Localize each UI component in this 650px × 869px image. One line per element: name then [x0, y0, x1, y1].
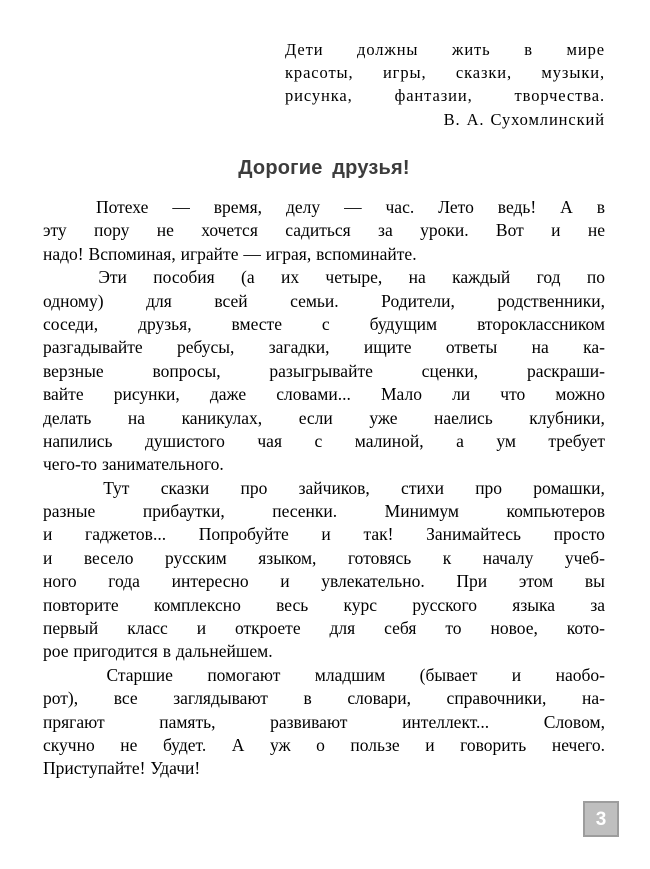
paragraph [43, 266, 605, 477]
word: то [445, 618, 462, 639]
word: русским [164, 547, 227, 568]
word: младшим [314, 664, 386, 685]
word: чего-то [43, 454, 98, 475]
word: ищите [363, 337, 412, 358]
word: садиться [285, 220, 351, 241]
word: делу [285, 197, 321, 217]
word: требует [548, 430, 605, 451]
word: играйте [180, 243, 239, 264]
word: делать [43, 407, 92, 428]
word: с [321, 313, 330, 334]
epigraph-line [285, 84, 605, 107]
text-line [43, 453, 605, 476]
word: на- [582, 688, 605, 709]
word: четыре, [325, 267, 383, 288]
word: игры, [382, 63, 427, 82]
word: компьютеров [506, 501, 605, 522]
word: Лето [438, 197, 474, 217]
word: их [280, 267, 300, 288]
word: разгадывайте [43, 337, 143, 358]
word: Вот [495, 220, 524, 241]
word: загадки, [268, 337, 330, 358]
page-number-label: 3 [595, 808, 607, 830]
word: в [596, 197, 605, 217]
word: разные [43, 501, 96, 522]
word: год [536, 267, 561, 288]
text-line [43, 617, 605, 640]
word: скучно [43, 734, 95, 755]
word: на [127, 407, 146, 428]
word: творчества. [514, 86, 605, 105]
word: ромашки, [533, 477, 605, 498]
word: в [524, 40, 533, 59]
word: для [146, 290, 172, 311]
word: уж [269, 734, 291, 755]
text-line [43, 430, 605, 453]
word: интеллект... [402, 711, 490, 732]
word: ка- [583, 337, 605, 358]
word: друзья, [138, 313, 192, 334]
word: А [560, 197, 573, 217]
word: вспоминайте. [316, 243, 417, 264]
word: и [196, 618, 207, 639]
paragraph [43, 477, 605, 664]
word: в [162, 641, 171, 662]
word: к [442, 547, 452, 568]
text-line [43, 547, 605, 570]
word: Старшие [106, 664, 173, 685]
text-line [43, 711, 605, 734]
word: зайчиков, [298, 477, 370, 498]
text-line [43, 266, 605, 289]
word: увлекательно. [321, 571, 425, 592]
word: а [456, 430, 464, 451]
epigraph-line [285, 38, 605, 61]
text-line [43, 196, 605, 219]
word: и [511, 664, 522, 685]
word: языком, [258, 547, 317, 568]
word: нечего. [551, 734, 605, 755]
word: Эти [98, 267, 127, 288]
word: рисунки, [113, 384, 180, 405]
word: Минимум [384, 501, 459, 522]
word: надо! [43, 243, 84, 264]
word: прягают [43, 711, 105, 732]
word: пригодится [73, 641, 158, 662]
word: занимательного. [101, 454, 224, 475]
word: ум [496, 430, 516, 451]
word: новое, [490, 618, 538, 639]
word: родственники, [497, 290, 605, 311]
word: интересно [171, 571, 249, 592]
word: по [586, 267, 605, 288]
word: и [425, 734, 435, 755]
word: и [551, 220, 561, 241]
word: пособия [153, 267, 215, 288]
word: Тут [103, 477, 130, 498]
word: чая [257, 430, 282, 451]
word: Приступайте! [43, 758, 146, 779]
text-line [43, 360, 605, 383]
word: раскраши- [526, 360, 605, 381]
word: даже [209, 384, 247, 405]
word: просто [553, 524, 605, 545]
page-title: Дорогие друзья! [238, 157, 410, 179]
word: Мало [380, 384, 422, 405]
word: так! [363, 524, 394, 545]
word: первый [43, 618, 99, 639]
word: Вспоминая, [88, 243, 176, 264]
word: ответы [445, 337, 498, 358]
word: ного [43, 571, 77, 592]
word: развивают [270, 711, 348, 732]
word: час. [385, 197, 415, 217]
text-line [43, 664, 605, 687]
word: песенки. [272, 501, 338, 522]
word: музыки, [541, 63, 605, 82]
word: вы [584, 571, 605, 592]
word: себя [384, 618, 417, 639]
word: — [172, 197, 190, 217]
word: за [590, 594, 605, 615]
text-line [43, 594, 605, 617]
word: и [321, 524, 331, 545]
word: и [280, 571, 290, 592]
word: что [500, 384, 526, 405]
word: рот), [43, 688, 79, 709]
word: Родители, [381, 290, 455, 311]
word: этом [518, 571, 554, 592]
word: эту [43, 220, 67, 241]
word: для [329, 618, 356, 639]
word: разыгрывайте [269, 360, 373, 381]
word: сценки, [421, 360, 479, 381]
word: не [120, 734, 138, 755]
word: не [587, 220, 605, 241]
word: все [113, 688, 138, 709]
word: Дети [285, 40, 324, 59]
text-line [43, 687, 605, 710]
word: Потехе [95, 197, 149, 217]
word: говорить [460, 734, 527, 755]
word: ли [452, 384, 471, 405]
epigraph-author: В. А. Сухомлинский [443, 110, 605, 129]
word: Словом, [543, 711, 605, 732]
text-line [43, 336, 605, 359]
word: сказки [160, 477, 210, 498]
word: вместе [231, 313, 282, 334]
word: прибаутки, [142, 501, 225, 522]
word: готовясь [347, 547, 412, 568]
word: весь [276, 594, 309, 615]
word: будущим [369, 313, 438, 334]
word: хочется [201, 220, 258, 241]
word: Удачи! [150, 758, 201, 779]
word: помогают [207, 664, 281, 685]
word: (бывает [419, 664, 478, 685]
word: на [531, 337, 549, 358]
word: языка [512, 594, 556, 615]
word: должны [357, 40, 419, 59]
word: учеб- [564, 547, 605, 568]
epigraph-line [285, 61, 605, 84]
word: русского [412, 594, 478, 615]
word: второклассником [477, 313, 605, 334]
word: При [456, 571, 488, 592]
word: на [408, 267, 426, 288]
word: стихи [401, 477, 444, 498]
word: клубники, [529, 407, 605, 428]
word: и [43, 524, 53, 545]
word: всей [214, 290, 248, 311]
word: про [475, 477, 503, 498]
text-line [43, 219, 605, 242]
word: гаджетов... [85, 524, 167, 545]
word: в [303, 688, 312, 709]
text-line [43, 407, 605, 430]
word: о [316, 734, 325, 755]
word: Занимайтесь [426, 524, 522, 545]
word: ребусы, [176, 337, 235, 358]
word: можно [555, 384, 605, 405]
text-line [43, 500, 605, 523]
text-line [43, 313, 605, 336]
text-line [43, 523, 605, 546]
word: откроете [235, 618, 301, 639]
word: фантазии, [394, 86, 473, 105]
word: жить [452, 40, 491, 59]
word: (а [241, 267, 255, 288]
word: уже [369, 407, 398, 428]
word: вопросы, [152, 360, 221, 381]
word: уроки. [420, 220, 469, 241]
body-text [43, 196, 605, 781]
word: началу [482, 547, 534, 568]
text-line [43, 640, 605, 663]
paragraph [43, 664, 605, 781]
page-number-badge [583, 801, 619, 837]
text-line [43, 243, 605, 266]
word: мире [566, 40, 605, 59]
word: семьи. [290, 290, 339, 311]
epigraph [285, 38, 605, 131]
word: время, [213, 197, 263, 217]
word: словами... [276, 384, 351, 405]
word: рое [43, 641, 69, 662]
word: играя, [265, 243, 312, 264]
word: сказки, [455, 63, 513, 82]
word: красоты, [285, 63, 354, 82]
word: будет. [162, 734, 207, 755]
word: соседи, [43, 313, 99, 334]
word: с [314, 430, 323, 451]
word: напились [43, 430, 113, 451]
word: словари, [347, 688, 411, 709]
word: одному) [43, 290, 104, 311]
word: повторите [43, 594, 119, 615]
word: рисунка, [285, 86, 353, 105]
word: и [43, 547, 53, 568]
word: за [378, 220, 393, 241]
word: вайте [43, 384, 84, 405]
word: — [243, 243, 261, 264]
text-line [43, 477, 605, 500]
word: дальнейшем. [175, 641, 273, 662]
word: пользе [350, 734, 400, 755]
word: верзные [43, 360, 104, 381]
word: наелись [434, 407, 493, 428]
word: про [240, 477, 268, 498]
word: память, [159, 711, 216, 732]
word: года [108, 571, 140, 592]
word: класс [127, 618, 168, 639]
word: комплексно [153, 594, 241, 615]
word: не [156, 220, 174, 241]
word: если [298, 407, 333, 428]
word: каникулах, [181, 407, 263, 428]
word: пору [94, 220, 130, 241]
word: — [344, 197, 362, 217]
text-line [43, 570, 605, 593]
word: душистого [144, 430, 225, 451]
word: заглядывают [173, 688, 268, 709]
word: наобо- [555, 664, 605, 685]
paragraph [43, 196, 605, 266]
text-line [43, 757, 605, 780]
text-line [43, 734, 605, 757]
word: справочники, [446, 688, 547, 709]
word: каждый [452, 267, 511, 288]
word: весело [83, 547, 134, 568]
word: малиной, [354, 430, 424, 451]
word: ведь! [497, 197, 537, 217]
word: Попробуйте [198, 524, 289, 545]
text-line [43, 290, 605, 313]
word: кото- [566, 618, 605, 639]
text-line [43, 383, 605, 406]
word: А [231, 734, 245, 755]
word: курс [343, 594, 378, 615]
